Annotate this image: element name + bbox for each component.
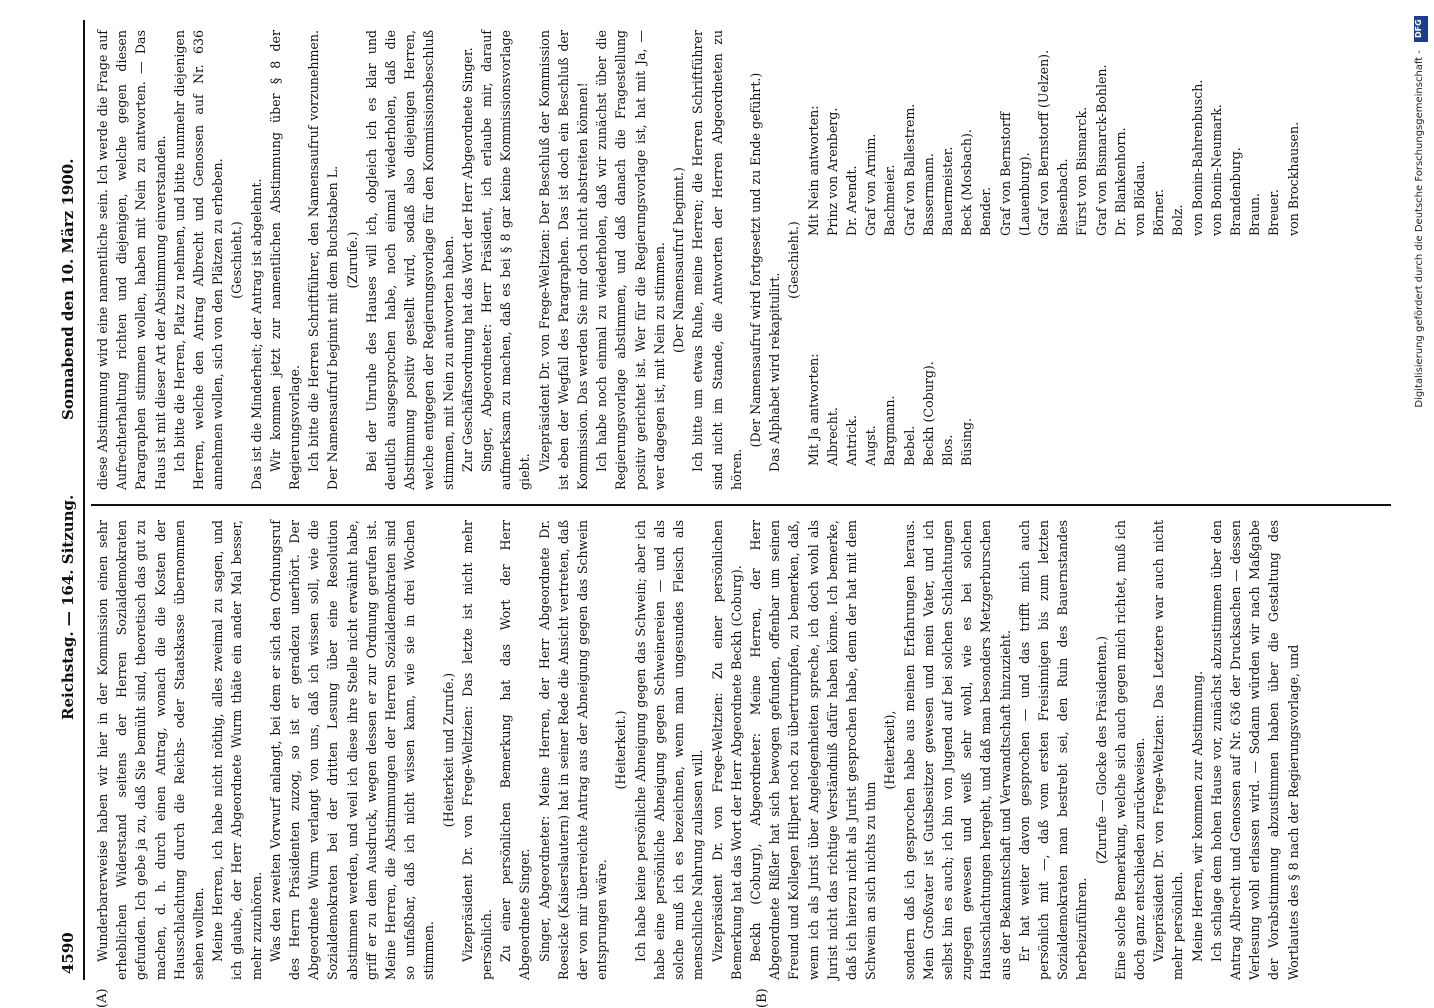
margin-letter-a: (A) <box>95 988 110 1008</box>
nein-name-item: Graf von Bismarck-Bohlen. <box>1093 64 1109 236</box>
right-column-paragraph: Bei der Unruhe des Hauses will ich, obgleich ich es klar und deutlich ausgesprochen habe, noch einmal wiederholen, daß die Abstimmung positiv gestellt wird, sodaß also diejenigen Herren, welche entgegen der Regierungsvorlage für den Kommissionsbeschluß stimmen, mit Nein zu antworten haben. <box>363 30 456 490</box>
page-number: 4590 <box>59 932 77 974</box>
left-column-paragraph: Vizepräsident Dr. von Frege-Weltzien: Das letzte ist nicht mehr persönlich. <box>459 520 495 980</box>
left-column-paragraph: Zu einer persönlichen Bemerkung hat das Wort der Herr Abgeordnete Singer. <box>498 520 533 980</box>
right-column-paragraph: (Der Namensaufruf beginnt.) <box>671 167 687 353</box>
vote-lists <box>804 30 1303 490</box>
ja-name-item: Augst. <box>863 425 879 466</box>
nein-name-item: Beck (Mosbach). <box>959 129 975 236</box>
ja-name-item: Beckh (Coburg). <box>920 361 936 466</box>
session-date: Sonnabend den 10. März 1900. <box>59 158 77 420</box>
nein-name-item: Dr. Blankenhorn. <box>1112 127 1128 236</box>
right-column-paragraph: (Der Namensaufruf wird fortgesetzt und zu Ende geführt.) <box>747 72 763 448</box>
nein-name-item: Bender. <box>978 187 994 236</box>
nein-name-item: Bassermann. <box>920 153 936 236</box>
ja-name-item: Büsing. <box>959 417 975 466</box>
ja-names <box>823 260 977 490</box>
right-column-paragraph: diese Abstimmung wird eine namentliche sein. Ich werde die Frage auf Aufrechterhaltung richten und diejenigen, welche gegen diesen Paragraphen stimmen wollen, haben mit Nein zu antworten. — Das Haus ist mit dieser Art der Abstimmung einverstanden. <box>95 30 168 490</box>
nein-name-item: Graf von Bernstorff (Uelzen). <box>1035 49 1051 236</box>
nein-vote-list <box>804 30 1303 260</box>
left-text-column <box>93 520 1303 980</box>
column-divider <box>91 505 1391 507</box>
nein-name-item: Bauermeister. <box>939 146 955 236</box>
right-column-paragraph: Wir kommen jetzt zur namentlichen Abstimmung über § 8 der Regierungsvorlage. <box>267 30 303 490</box>
left-column-paragraph: (Heiterkeit.) <box>613 710 629 790</box>
right-column-paragraph: Ich bitte die Herren, Platz zu nehmen, und bitte nunmehr diejenigen Herren, welche den Antrag Albrecht und Genossen auf Nr. 636 annehmen wollen, sich von den Plätzen zu erheben. <box>171 30 226 490</box>
rotated-document-page <box>55 20 1405 1008</box>
nein-name-item: von Blödau. <box>1131 160 1147 236</box>
nein-heading: Mit Nein antworten: <box>805 105 821 236</box>
right-column-paragraph: Singer, Abgeordneter: Herr Präsident, ich erlaube mir, darauf aufmerksam zu machen, daß es bei § 8 gar keine Kommissionsvorlage giebt. <box>479 30 533 490</box>
margin-letter-b: (B) <box>755 988 770 1008</box>
left-column-paragraph: (Zurufe — Glocke des Präsidenten.) <box>1093 635 1109 865</box>
left-column-paragraph: (Heiterkeit), <box>882 710 898 790</box>
nein-name-item: Graf von Arnim. <box>863 133 879 236</box>
right-column-paragraph: (Geschieht.) <box>786 221 802 299</box>
ja-vote-list <box>804 260 1303 490</box>
nein-name-item: von Brockhausen. <box>1285 121 1301 236</box>
left-column-paragraph: Meine Herren, ich habe nicht nöthig, alles zweimal zu sagen, und ich glaube, der Herr Abgeordnete Wurm thäte ein ander Mal besser, mehr zuzuhören. <box>210 520 264 980</box>
right-column-paragraph: Vizepräsident Dr. von Frege-Weltzien: Der Beschluß der Kommission ist eben der Wegfall des Paragraphen. Das ist doch ein Beschluß der Kommission. Das werden Sie mir doch nicht abstreiten können! <box>536 30 591 490</box>
right-column-paragraph: (Zurufe.) <box>344 231 360 289</box>
nein-name-item: von Bonin-Bahrenbusch. <box>1189 79 1205 236</box>
ja-name-item: Albrecht. <box>824 407 840 466</box>
nein-name-item: Dr. Arendt. <box>843 165 859 236</box>
ja-heading: Mit Ja antworten: <box>805 353 821 466</box>
nein-name-item: Fürst von Bismarck. <box>1074 106 1090 236</box>
nein-name-item: Breuer. <box>1266 189 1282 236</box>
ja-name-item: Antrick. <box>843 414 859 466</box>
left-column-paragraph: Was den zweiten Vorwurf anlangt, bei dem er sich den Ordnungsruf des Herrn Präsidenten zuzog, so ist er geradezu unerhört. Der Abgeordnete Wurm verlangt von uns, daß ich wissen soll, wie die Sozialdemokraten bei der dritten Lesung über eine Resolution abstimmen werden, und weil ich diese ihre Stelle nicht erwähnt habe, griff er zu dem Ausdruck, wegen dessen er zur Ordnung gerufen ist. Meine Herren, die Abstimmungen der Herren Sozialdemokraten sind so unfaßbar, daß ich nicht wissen kann, wie sie in drei Wochen stimmen. <box>267 520 437 980</box>
nein-names <box>823 30 1303 260</box>
right-text-column <box>93 30 1303 490</box>
session-title: Reichstag. — 164. Sitzung. <box>59 494 77 720</box>
left-column-paragraph: (Heiterkeit und Zurufe.) <box>440 672 456 828</box>
right-column-paragraph: Das Alphabet wird rekapitulirt. <box>767 272 783 472</box>
digitization-credit-sidebar <box>1414 10 1428 990</box>
nein-name-item: Graf von Bernstorff (Lauenburg). <box>997 112 1032 236</box>
left-column-paragraph: Wunderbarerweise haben wir hier in der Kommission einen sehr erheblichen Widerstand seitens der Herren Sozialdemokraten gefunden. Ich gebe ja zu, daß Sie bemüht sind, theoretisch das gut zu machen, d. h. durch einen Antrag, wonach die die Kosten der Hausschlachtung durch die Reichs- oder Staatskasse übernommen sehen wollten. <box>95 520 207 980</box>
ja-name-item: Blos. <box>939 434 955 466</box>
nein-name-item: Bolz. <box>1170 204 1186 236</box>
left-column-paragraph: Ich schlage dem hohen Hause vor, zunächst abzustimmen über den Antrag Albrecht und Genossen auf Nr. 636 der Drucksachen — dessen Verlesung wohl erlassen wird. — Sodann würden wir nach Maßgabe der Vorabstimmung abzustimmen haben über die Gestaltung des Wortlautes des § 8 nach der Regierungsvorlage, und <box>1208 520 1301 980</box>
left-column-paragraph: Eine solche Bemerkung, welche sich auch gegen mich richtet, muß ich doch ganz entschieden zurückweisen. <box>1112 520 1147 980</box>
nein-name-item: Börner. <box>1151 188 1167 236</box>
nein-name-item: Biesenbach. <box>1055 158 1071 236</box>
right-column-paragraph: Zur Geschäftsordnung hat das Wort der Herr Abgeordnete Singer. <box>459 47 475 472</box>
nein-name-item: Prinz von Arenberg. <box>824 107 840 236</box>
right-column-paragraph: Das ist die Minderheit; der Antrag ist abgelehnt. <box>248 178 264 490</box>
left-column-paragraph: Er hat weiter davon gesprochen — und das trifft mich auch persönlich mit —, daß vom ersten Freisinnigen bis zum letzten Sozialdemokraten man bestrebt sei, den Ruin des Bauernstandes herbeizuführen. <box>1016 520 1090 980</box>
left-column-paragraph: Vizepräsident Dr. von Frege-Weltzien: Zu einer persönlichen Bemerkung hat das Wort der Herr Abgeordnete Beckh (Coburg). <box>709 520 744 980</box>
ja-name-item: Bargmann. <box>882 395 898 466</box>
left-column-paragraph: Vizepräsident Dr. von Frege-Weltzien: Das Letztere war auch nicht mehr persönlich. <box>1151 520 1186 980</box>
right-column-paragraphs <box>93 30 804 490</box>
nein-name-item: Brandenburg. <box>1227 147 1243 236</box>
nein-name-item: Bachmeier. <box>882 164 898 236</box>
nein-name-item: Graf von Ballestrem. <box>901 103 917 236</box>
running-header <box>55 20 85 980</box>
left-column-paragraph: Ich habe keine persönliche Abneigung gegen das Schwein; aber ich habe eine persönliche Abneigung gegen Schweinereien — und als solche muß ich es bezeichnen, wenn man ungesundes Fleisch als menschliche Nahrung zulassen will. <box>632 520 706 980</box>
digitization-credit-text: Digitalisierung gefördert durch die Deutsche Forschungsgemeinschaft - <box>1414 50 1425 408</box>
right-column-paragraph: Ich habe noch einmal zu wiederholen, daß wir zunächst über die Regierungsvorlage abstimmen, und daß danach die Fragestellung positiv gerichtet ist. Wer für die Regierungsvorlage ist, hat mit Ja, — wer dagegen ist, mit Nein zu stimmen. <box>594 30 667 490</box>
nein-name-item: von Bonin-Neumark. <box>1208 104 1224 236</box>
left-column-paragraph: Singer, Abgeordneter: Meine Herren, der Herr Abgeordnete Dr. Roesicke (Kaiserslautern) hat in seiner Rede die Ansicht vertreten, daß der von mir überreichte Antrag aus der Abneigung gegen das Schwein entsprungen wäre. <box>536 520 610 980</box>
left-column-paragraph: sondern daß ich gesprochen habe aus meinen Erfahrungen heraus. Mein Großvater ist Gutsbesitzer gewesen und mein Vater, und ich selbst bin es auch; ich bin von Jugend auf bei solchen Schlachtungen zugegen gewesen und weiß sehr wohl, wie es bei solchen Hausschlachtungen hergeht, und daß man besonders Metzgerburschen aus der Bekanntschaft und Verwandtschaft hinzuzieht. <box>901 520 1013 980</box>
right-column-paragraph: (Geschieht.) <box>229 221 245 299</box>
left-column-paragraph: Meine Herren, wir kommen zur Abstimmung. <box>1189 670 1205 962</box>
nein-name-item: Braun. <box>1247 192 1263 236</box>
dfg-logo: DFG <box>1414 16 1428 42</box>
ja-name-item: Bebel. <box>901 425 917 466</box>
right-column-paragraph: Ich bitte um etwas Ruhe, meine Herren; die Herren Schriftführer sind nicht im Stande, die Antworten der Herren Abgeordneten zu hören. <box>690 30 744 490</box>
left-column-paragraph: Beckh (Coburg), Abgeordneter: Meine Herren, der Herr Abgeordnete Rißler hat sich bewogen gefunden, offenbar um seinen Freund und Kollegen Hilpert noch zu übertrumpfen, zu bemerken, daß, wenn ich als Jurist über Angelegenheiten spreche, ich doch wohl als Jurist nicht das richtige Verständniß dafür haben könne. Ich bemerke, daß ich hierzu nicht als Jurist gesprochen habe, denn der hat mit dem Schwein an sich nichts zu thun <box>747 520 879 980</box>
right-column-paragraph: Ich bitte die Herren Schriftführer, den Namensaufruf vorzunehmen. Der Namensaufruf beginnt mit dem Buchstaben L. <box>306 30 341 490</box>
